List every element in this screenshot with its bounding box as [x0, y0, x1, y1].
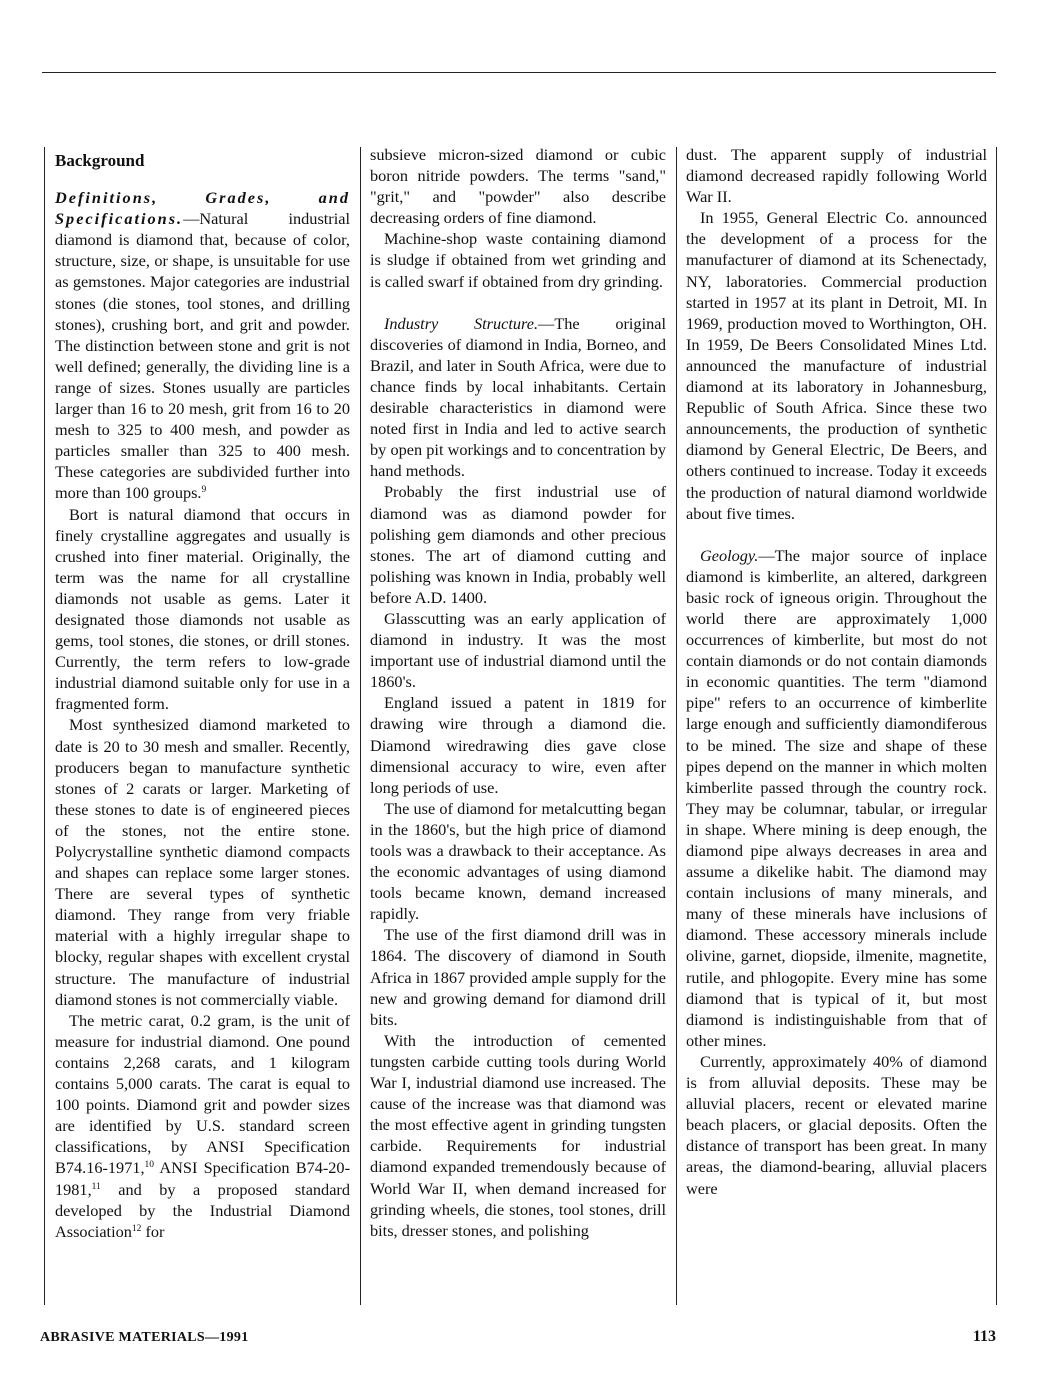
paragraph: Machine-shop waste containing diamond is sludge if obtained from wet grinding and is called swarf if obtained from dry grinding. [370, 229, 666, 291]
footnote-ref: 11 [91, 1181, 101, 1192]
paragraph: Most synthesized diamond marketed to date is 20 to 30 mesh and smaller. Recently, producers began to manufacture synthetic stones of 2 carats or larger. Marketing of these stones to date is of engineered pieces of the stones, not the entire stone. Polycrystalline synthetic diamond compacts and shapes can replace some larger stones. There are several types of synthetic diamond. They range from very friable material with a highly irregular shape to blocky, regular shapes with excellent crystal structure. The manufacture of industrial diamond stones is not commercially viable. [55, 715, 350, 1009]
column-rule-left [44, 147, 45, 1305]
paragraph: Industry Structure.—The original discoveries of diamond in India, Borneo, and Brazil, and later in South Africa, were due to chance finds by local inhabitants. Certain desirable characteristics in diamond were noted first in India and led to active search by open pit workings and to concentration by hand methods. [370, 313, 666, 481]
paragraph: England issued a patent in 1819 for drawing wire through a diamond die. Diamond wiredrawing dies gave close dimensional accuracy to wire, even after long periods of use. [370, 693, 666, 797]
footnote-ref: 9 [201, 485, 207, 496]
footnote-ref: 10 [144, 1160, 155, 1171]
column-rule-1 [360, 147, 361, 1305]
column-rule-2 [676, 147, 677, 1305]
column-3 [686, 144, 987, 1199]
page-number: 113 [972, 1328, 996, 1345]
paragraph: The use of the first diamond drill was in 1864. The discovery of diamond in South Africa in 1867 provided ample supply for the new and growing demand for diamond drill bits. [370, 925, 666, 1029]
paragraph: subsieve micron-sized diamond or cubic boron nitride powders. The terms "sand," "grit," and "powder" also describe decreasing orders of fine diamond. [370, 145, 666, 228]
paragraph: Probably the first industrial use of diamond was as diamond powder for polishing gem diamonds and other precious stones. The art of diamond cutting and polishing was known in India, probably well before A.D. 1400. [370, 482, 666, 607]
paragraph: Currently, approximately 40% of diamond is from alluvial deposits. These may be alluvial placers, recent or elevated marine beach placers, or glacial deposits. Often the distance of transport has been great. In many areas, the diamond-bearing, alluvial placers were [686, 1051, 987, 1198]
footnote-ref: 12 [131, 1223, 142, 1234]
column-2 [370, 144, 666, 1241]
top-rule [42, 72, 996, 73]
column-rule-right [996, 147, 997, 1305]
paragraph: Definitions, Grades, and Specifications.—Natural industrial diamond is diamond that, because of color, structure, size, or shape, is unsuitable for use as gemstones. Major categories are industrial stones (die stones, tool stones, and drilling stones), crushing bort, and grit and powder. The distinction between stone and grit is not well defined; generally, the dividing line is a range of sizes. Stones usually are particles larger than 16 to 20 mesh, grit from 16 to 20 mesh to 325 to 400 mesh, and powder as particles smaller than 325 to 400 mesh. These categories are subdivided further into more than 100 groups.$^9$ [55, 188, 350, 503]
column-1 [55, 144, 350, 1242]
paragraph: dust. The apparent supply of industrial diamond decreased rapidly following World War II. [686, 145, 987, 207]
paragraph: In 1955, General Electric Co. announced the development of a process for the manufacturer of diamond at its Schenectady, NY, laboratories. Commercial production started in 1957 at its plant in Detroit, MI. In 1969, production moved to Worthington, OH. In 1959, De Beers Consolidated Mines Ltd. announced the manufacture of industrial diamond at its laboratory in Johannesburg, Republic of South Africa. Since these two announcements, the production of synthetic diamond by General Electric, De Beers, and others continued to increase. Today it exceeds the production of natural diamond worldwide about five times. [686, 208, 987, 523]
paragraph: The metric carat, 0.2 gram, is the unit of measure for industrial diamond. One pound contains 2,268 carats, and 1 kilogram contains 5,000 carats. The carat is equal to 100 points. Diamond grit and powder sizes are identified by U.S. standard screen classifications, by ANSI Specification B74.16-1971,10 ANSI Specification B74-20-1981,11 and by a proposed standard developed by the Industrial Diamond Association$^{12}$ for [55, 1010, 350, 1241]
paragraph: The use of diamond for metalcutting began in the 1860's, but the high price of diamond tools was a drawback to their acceptance. As the economic advantages of using diamond tools became known, demand increased rapidly. [370, 798, 666, 924]
paragraph: Geology.—The major source of inplace diamond is kimberlite, an altered, darkgreen basic rock of igneous origin. Throughout the world there are approximately 1,000 occurrences of kimberlite, but most do not contain diamonds or do not contain diamonds in economic quantities. The term "diamond pipe" refers to an occurrence of kimberlite large enough and sufficiently diamondiferous to be mined. The size and shape of these pipes depend on the manner in which molten kimberlite passed through the country rock. They may be columnar, tabular, or irregular in shape. Where mining is deep enough, the diamond pipe always decreases in area and assume a dikelike habit. The diamond may contain inclusions of many minerals, and many of these minerals have inclusions of diamond. These accessory minerals include olivine, garnet, diopside, ilmenite, magnetite, rutile, and phlogopite. Every mine has some diamond that is typical of it, but most diamond is indistinguishable from that of other mines. [686, 545, 987, 1050]
runin-heading: Geology. [700, 545, 759, 565]
runin-heading: Definitions, Grades, and Specifications. [55, 188, 350, 229]
section-heading: Background [55, 151, 145, 170]
paragraph: With the introduction of cemented tungsten carbide cutting tools during World War I, industrial diamond use increased. The cause of the increase was that diamond was the most effective agent in grinding tungsten carbide. Requirements for industrial diamond expanded tremendously because of World War II, when demand increased for grinding wheels, die stones, tool stones, drill bits, dresser stones, and polishing [370, 1030, 666, 1240]
paragraph: Glasscutting was an early application of diamond in industry. It was the most important use of industrial diamond until the 1860's. [370, 608, 666, 692]
paragraph: Bort is natural diamond that occurs in finely crystalline aggregates and usually is crushed into finer material. Originally, the term was the name for all crystalline diamonds not usable as gems. Later it designated those diamonds not usable as gems, tool stones, die stones, or drill stones. Currently, the term refers to low-grade industrial diamond suitable only for use in a fragmented form. [55, 504, 350, 714]
running-footer: ABRASIVE MATERIALS—1991 [40, 1330, 249, 1345]
runin-heading: Industry Structure. [384, 313, 539, 333]
